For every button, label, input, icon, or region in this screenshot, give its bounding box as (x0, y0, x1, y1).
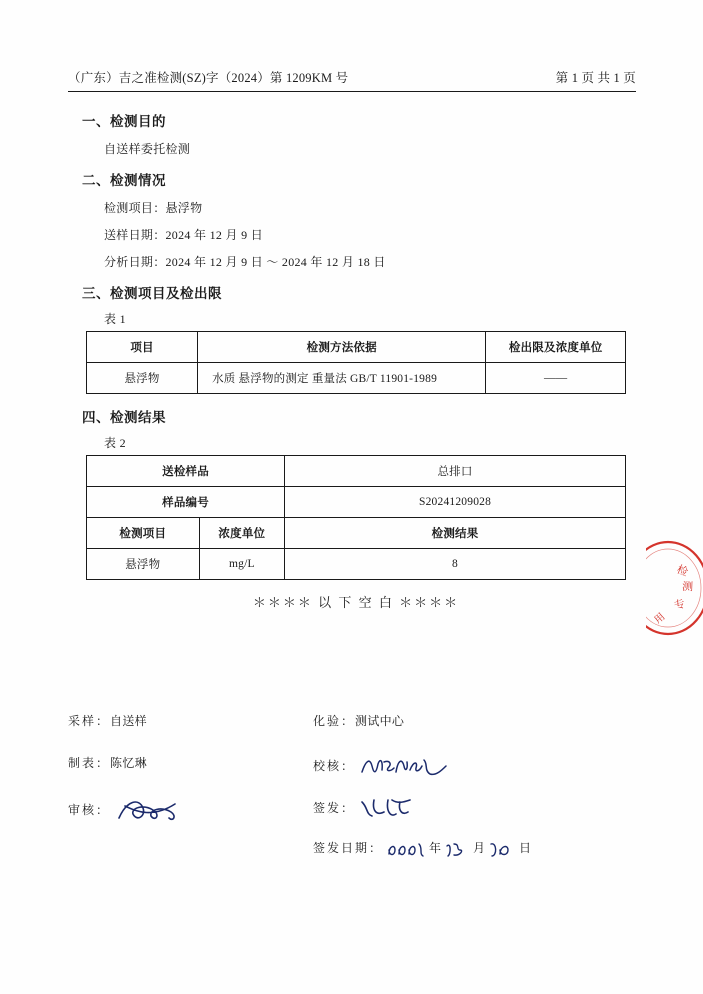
auditor-field (68, 796, 193, 826)
issue-date-month-suffix: 月 (473, 840, 486, 855)
maker-label: 制表： (68, 756, 111, 770)
checker-field (313, 754, 450, 780)
table2-cell-result: 8 (285, 549, 626, 580)
table-results (86, 455, 626, 580)
sampling-value: 自送样 (110, 714, 147, 728)
section-title-results: 四、检测结果 (82, 410, 166, 425)
analysis-date-text: 分析日期：2024 年 12 月 9 日 ～ 2024 年 12 月 18 日 (104, 255, 386, 269)
svg-text:测: 测 (681, 581, 694, 594)
table-row (87, 363, 626, 394)
lab-label: 化验： (313, 714, 356, 728)
issuer-handwritten-signature (358, 796, 428, 822)
auditor-label: 审核： (68, 802, 111, 817)
table1-header-limit: 检出限及浓度单位 (486, 332, 626, 363)
official-seal-stamp (646, 540, 703, 636)
table1-label: 表 1 (104, 312, 126, 326)
section-title-items-limits: 三、检测项目及检出限 (82, 286, 222, 301)
table2-cell-unit: mg/L (199, 549, 284, 580)
table-header-row (87, 332, 626, 363)
issue-date-label: 签发日期： (313, 840, 384, 855)
document-header (68, 68, 636, 92)
blank-below-note: ＊＊＊＊ 以 下 空 白 ＊＊＊＊ (252, 595, 460, 610)
table2-header-item: 检测项目 (87, 518, 200, 549)
checker-label: 校核： (313, 758, 356, 773)
table1-cell-method: 水质 悬浮物的测定 重量法 GB/T 11901-1989 (198, 363, 486, 394)
svg-text:用: 用 (652, 611, 668, 627)
issue-date-day-suffix: 日 (519, 840, 532, 855)
svg-text:检: 检 (674, 563, 690, 579)
table-row (87, 549, 626, 580)
table1-cell-item: 悬浮物 (87, 363, 198, 394)
test-item-text: 检测项目：悬浮物 (104, 201, 203, 215)
sample-date-text: 送样日期：2024 年 12 月 9 日 (104, 228, 264, 242)
issue-date-year-handwritten (386, 838, 426, 860)
issue-date-field (313, 838, 531, 860)
auditor-handwritten-signature (113, 796, 193, 826)
table-items-limits (86, 331, 626, 394)
signature-block (68, 712, 636, 855)
section-title-situation: 二、检测情况 (82, 173, 166, 188)
issuer-label: 签发： (313, 800, 356, 815)
signature-row-auditor (68, 796, 636, 838)
signature-row-sampling (68, 712, 636, 754)
issue-date-year-suffix: 年 (429, 840, 442, 855)
page-indicator: 第 1 页 共 1 页 (555, 71, 636, 85)
maker-field (68, 754, 147, 771)
table1-cell-limit: —— (486, 363, 626, 394)
table2-header-unit: 浓度单位 (199, 518, 284, 549)
checker-handwritten-signature (358, 754, 450, 780)
table2-label-sampleno: 样品编号 (87, 487, 285, 518)
report-body (68, 104, 636, 611)
table2-header-result: 检测结果 (285, 518, 626, 549)
section-title-purpose: 一、检测目的 (82, 114, 166, 129)
table1-header-item: 项目 (87, 332, 198, 363)
table2-value-sample: 总排口 (285, 456, 626, 487)
issuer-field (313, 796, 428, 822)
maker-value: 陈忆琳 (110, 756, 147, 770)
issue-date-month-handwritten (444, 838, 470, 860)
lab-value: 测试中心 (355, 714, 405, 728)
table2-cell-item: 悬浮物 (87, 549, 200, 580)
table-header-row (87, 518, 626, 549)
table-row (87, 456, 626, 487)
issue-date-day-handwritten (488, 838, 516, 860)
table1-header-method: 检测方法依据 (198, 332, 486, 363)
report-number: （广东）吉之准检测(SZ)字（2024）第 1209KM 号 (68, 71, 349, 85)
lab-field (313, 712, 404, 729)
table2-value-sampleno: S20241209028 (285, 487, 626, 518)
signature-row-maker (68, 754, 636, 796)
sampling-label: 采样： (68, 714, 111, 728)
purpose-text: 自送样委托检测 (104, 142, 191, 156)
table-row (87, 487, 626, 518)
sampling-field (68, 712, 147, 729)
svg-text:专: 专 (672, 597, 688, 613)
table2-label-sample: 送检样品 (87, 456, 285, 487)
table2-label: 表 2 (104, 436, 126, 450)
